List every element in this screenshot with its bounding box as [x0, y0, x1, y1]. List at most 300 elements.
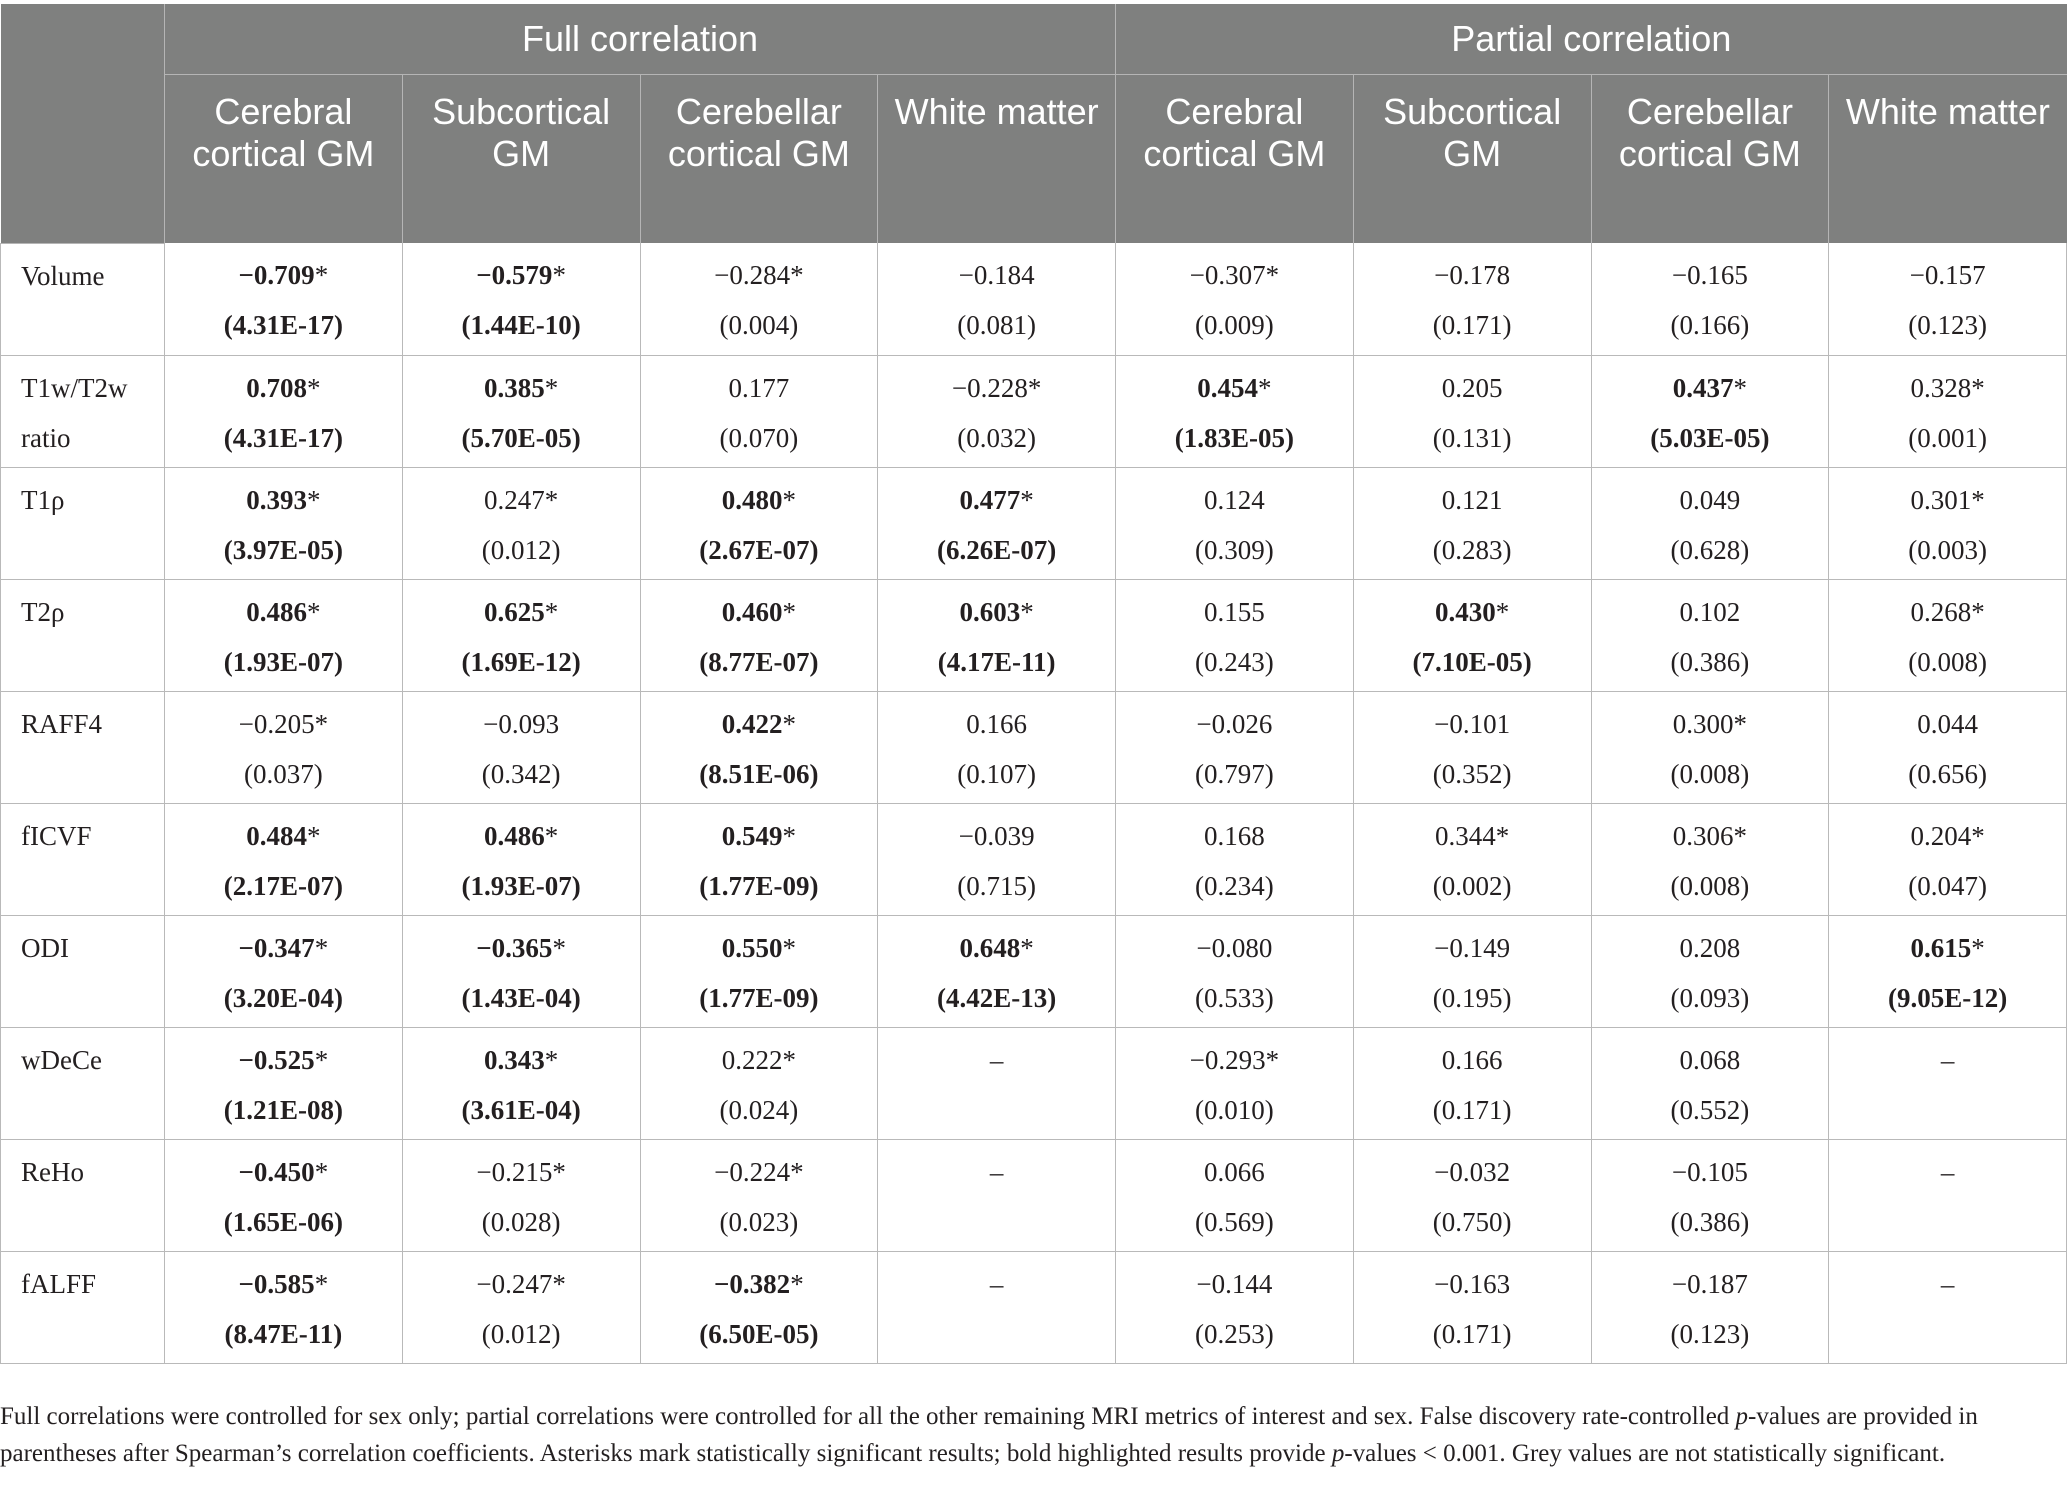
table-cell	[1829, 355, 2067, 467]
p-value: (0.123)	[1670, 1318, 1750, 1349]
p-value: (3.61E-04)	[461, 1094, 581, 1125]
p-value: (0.342)	[481, 758, 561, 789]
coefficient-value: –	[1940, 1268, 1955, 1299]
column-header: White matter	[878, 75, 1116, 244]
coefficient-value: 0.102	[1679, 596, 1741, 627]
table-cell	[1829, 1139, 2067, 1251]
p-value: (0.093)	[1670, 982, 1750, 1013]
coefficient-number: −0.709	[238, 260, 315, 290]
table-cell	[1591, 1027, 1829, 1139]
p-value: (0.195)	[1432, 982, 1512, 1013]
coefficient-value: –	[1940, 1044, 1955, 1075]
coefficient-value: –	[989, 1156, 1004, 1187]
table-cell	[165, 1027, 403, 1139]
row-label	[1, 355, 165, 467]
table-cell	[1591, 579, 1829, 691]
p-value: (1.65E-06)	[223, 1206, 343, 1237]
coefficient-value: −0.184	[958, 260, 1035, 290]
coefficient-number: 0.393	[246, 484, 307, 515]
p-value: (2.67E-07)	[699, 534, 819, 565]
table-row	[1, 243, 2067, 355]
table-row	[1, 1251, 2067, 1363]
coefficient-number: −0.347	[238, 932, 315, 963]
coefficient-value: 0.205	[1441, 372, 1503, 403]
p-value: (0.008)	[1908, 646, 1988, 677]
table-cell	[878, 579, 1116, 691]
table-cell	[878, 467, 1116, 579]
coefficient-value: −0.163	[1434, 1268, 1511, 1299]
table-cell	[1829, 1027, 2067, 1139]
coefficient-value: 0.615*	[1910, 932, 1985, 963]
coefficient-value: 0.177	[728, 372, 790, 403]
p-value: (7.10E-05)	[1412, 646, 1532, 677]
table-row	[1, 803, 2067, 915]
coefficient-value: 0.124	[1204, 484, 1265, 515]
p-value: (0.131)	[1432, 422, 1512, 453]
coefficient-value: −0.247*	[476, 1268, 566, 1299]
p-value: (0.032)	[957, 422, 1036, 453]
table-cell	[165, 579, 403, 691]
coefficient-number: −0.525	[238, 1044, 315, 1075]
table-cell	[640, 579, 878, 691]
table-cell	[165, 803, 403, 915]
coefficient-value: 0.344*	[1435, 820, 1510, 851]
correlation-table-container	[0, 4, 2068, 1364]
table-cell	[878, 1027, 1116, 1139]
coefficient-value: 0.430*	[1435, 596, 1510, 627]
coefficient-value: 0.166	[1441, 1044, 1503, 1075]
p-value: (0.569)	[1195, 1206, 1274, 1237]
p-value: (0.750)	[1432, 1206, 1512, 1237]
row-label	[1, 467, 165, 579]
coefficient-value: 0.460*	[721, 596, 796, 627]
coefficient-number: 0.486	[246, 596, 307, 627]
p-value: (0.243)	[1195, 646, 1274, 677]
p-value: (0.386)	[1670, 1206, 1750, 1237]
coefficient-number: 0.460	[721, 596, 783, 627]
p-value: (0.283)	[1432, 534, 1512, 565]
column-header: Subcortical GM	[402, 75, 640, 244]
coefficient-number: 0.615	[1910, 932, 1972, 963]
coefficient-number: 0.437	[1672, 372, 1734, 403]
table-cell	[1116, 691, 1354, 803]
column-header: Cerebral cortical GM	[1116, 75, 1354, 244]
coefficient-value: −0.101	[1434, 708, 1511, 739]
table-row	[1, 915, 2067, 1027]
table-cell	[878, 691, 1116, 803]
coefficient-number: 0.385	[484, 372, 545, 403]
coefficient-value: 0.155	[1204, 596, 1265, 627]
coefficient-value: −0.293*	[1189, 1044, 1280, 1075]
table-cell	[402, 1139, 640, 1251]
p-value: (4.31E-17)	[223, 422, 343, 453]
coefficient-number: 0.708	[246, 372, 307, 403]
p-value: (0.009)	[1195, 310, 1274, 340]
p-value: (4.42E-13)	[937, 982, 1057, 1013]
table-cell	[1353, 803, 1591, 915]
table-cell	[1116, 1139, 1354, 1251]
coefficient-value: −0.144	[1196, 1268, 1273, 1299]
coefficient-value: −0.093	[483, 708, 560, 739]
p-value: (0.309)	[1195, 534, 1274, 565]
row-label	[1, 1139, 165, 1251]
coefficient-number: 0.484	[246, 820, 307, 851]
coefficient-value: −0.585*	[238, 1268, 329, 1299]
coefficient-value: 0.603*	[959, 596, 1034, 627]
p-value: (0.715)	[957, 870, 1036, 901]
coefficient-value: −0.709*	[238, 260, 329, 290]
p-value: (0.012)	[481, 1318, 561, 1349]
coefficient-value: −0.205*	[238, 708, 329, 739]
table-cell	[165, 915, 403, 1027]
footnote-text: Full correlations were controlled for sex only; partial correlations were controlled for all the other remaining MRI metrics of interest and sex. False discovery rate-controlled	[0, 1403, 1736, 1430]
column-header: Cerebral cortical GM	[165, 75, 403, 244]
footnote-p-italic: p	[1735, 1403, 1749, 1430]
p-value: (0.797)	[1195, 758, 1274, 789]
table-cell	[1353, 355, 1591, 467]
coefficient-value: −0.157	[1909, 260, 1986, 290]
p-value: (0.171)	[1432, 1094, 1512, 1125]
p-value: (8.47E-11)	[224, 1318, 343, 1349]
table-cell	[1116, 243, 1354, 355]
coefficient-value: −0.105	[1671, 1156, 1748, 1187]
p-value: (0.010)	[1195, 1094, 1274, 1125]
coefficient-value: 0.625*	[484, 596, 559, 627]
coefficient-value: 0.708*	[246, 372, 321, 403]
coefficient-value: −0.307*	[1189, 260, 1280, 290]
table-body	[1, 243, 2067, 1363]
coefficient-value: −0.080	[1196, 932, 1273, 963]
coefficient-value: –	[1940, 1156, 1955, 1187]
table-cell	[640, 243, 878, 355]
p-value: (8.77E-07)	[699, 646, 819, 677]
table-cell	[1591, 915, 1829, 1027]
coefficient-value: 0.477*	[959, 484, 1034, 515]
row-label	[1, 915, 165, 1027]
table-cell	[640, 355, 878, 467]
table-cell	[165, 691, 403, 803]
p-value: (1.93E-07)	[461, 870, 581, 901]
column-header: Subcortical GM	[1353, 75, 1591, 244]
table-cell	[640, 1251, 878, 1363]
coefficient-value: 0.648*	[959, 932, 1034, 963]
coefficient-number: −0.382	[714, 1268, 791, 1299]
table-cell	[1591, 1139, 1829, 1251]
p-value: (1.69E-12)	[461, 646, 581, 677]
table-cell	[878, 803, 1116, 915]
table-cell	[1591, 355, 1829, 467]
coefficient-value: 0.328*	[1910, 372, 1985, 403]
table-row	[1, 467, 2067, 579]
row-label	[1, 1027, 165, 1139]
coefficient-value: 0.549*	[721, 820, 796, 851]
p-value: (0.028)	[481, 1206, 561, 1237]
coefficient-value: 0.168	[1204, 820, 1265, 851]
coefficient-number: 0.343	[484, 1044, 545, 1075]
coefficient-value: −0.032	[1434, 1156, 1511, 1187]
table-cell	[878, 1251, 1116, 1363]
group-header-full: Full correlation	[165, 4, 1116, 75]
table-row	[1, 1027, 2067, 1139]
p-value: (0.171)	[1432, 310, 1512, 340]
table-cell	[1591, 691, 1829, 803]
coefficient-number: 0.480	[721, 484, 783, 515]
p-value: (4.31E-17)	[223, 310, 343, 340]
coefficient-number: −0.579	[476, 260, 553, 290]
coefficient-number: 0.486	[484, 820, 545, 851]
table-row	[1, 1139, 2067, 1251]
p-value: (0.552)	[1670, 1094, 1750, 1125]
coefficient-number: 0.454	[1197, 372, 1259, 403]
row-label	[1, 691, 165, 803]
table-cell	[402, 915, 640, 1027]
table-row	[1, 579, 2067, 691]
table-cell	[165, 243, 403, 355]
coefficient-number: 0.477	[959, 484, 1021, 515]
table-cell	[1829, 579, 2067, 691]
table-cell	[1353, 1251, 1591, 1363]
p-value: (0.070)	[719, 422, 799, 453]
p-value: (0.008)	[1670, 870, 1750, 901]
table-cell	[165, 1251, 403, 1363]
table-cell	[1829, 691, 2067, 803]
p-value: (0.352)	[1432, 758, 1512, 789]
p-value: (3.20E-04)	[223, 982, 343, 1013]
coefficient-value: −0.039	[958, 820, 1035, 851]
row-label	[1, 243, 165, 355]
coefficient-value: −0.178	[1434, 260, 1511, 290]
coefficient-number: 0.603	[959, 596, 1021, 627]
p-value: (6.50E-05)	[699, 1318, 819, 1349]
p-value: (0.081)	[957, 310, 1036, 340]
coefficient-value: 0.044	[1917, 708, 1979, 739]
p-value: (1.77E-09)	[699, 870, 819, 901]
coefficient-value: 0.486*	[484, 820, 559, 851]
row-label-text: T2ρ	[21, 596, 65, 627]
p-value: (0.107)	[957, 758, 1036, 789]
group-header-partial: Partial correlation	[1116, 4, 2067, 75]
p-value: (0.037)	[244, 758, 323, 789]
coefficient-value: −0.187	[1671, 1268, 1748, 1299]
coefficient-value: 0.268*	[1910, 596, 1985, 627]
coefficient-value: 0.049	[1679, 484, 1741, 515]
table-cell	[165, 355, 403, 467]
table-cell	[640, 915, 878, 1027]
p-value: (1.43E-04)	[461, 982, 581, 1013]
coefficient-number: −0.585	[238, 1268, 315, 1299]
coefficient-value: 0.208	[1679, 932, 1741, 963]
coefficient-value: 0.484*	[246, 820, 321, 851]
p-value: (1.21E-08)	[223, 1094, 343, 1125]
table-cell	[1116, 1027, 1354, 1139]
row-label	[1, 579, 165, 691]
p-value: (0.166)	[1670, 310, 1750, 340]
table-cell	[1116, 1251, 1354, 1363]
p-value: (0.024)	[719, 1094, 799, 1125]
table-cell	[1591, 1251, 1829, 1363]
p-value: (4.17E-11)	[937, 646, 1056, 677]
table-cell	[1353, 691, 1591, 803]
row-label-text: T1ρ	[21, 484, 65, 515]
coefficient-value: −0.215*	[476, 1156, 566, 1187]
coefficient-value: 0.480*	[721, 484, 796, 515]
row-label	[1, 1251, 165, 1363]
coefficient-value: 0.422*	[721, 708, 796, 739]
coefficient-number: −0.450	[238, 1156, 315, 1187]
table-cell	[878, 355, 1116, 467]
table-cell	[402, 579, 640, 691]
table-row	[1, 355, 2067, 467]
p-value: (0.047)	[1908, 870, 1988, 901]
coefficient-value: 0.306*	[1672, 820, 1748, 851]
p-value: (0.533)	[1195, 982, 1274, 1013]
row-label	[1, 803, 165, 915]
table-cell	[1829, 243, 2067, 355]
p-value: (0.003)	[1908, 534, 1988, 565]
p-value: (1.83E-05)	[1174, 422, 1295, 453]
p-value: (9.05E-12)	[1888, 982, 2008, 1013]
coefficient-number: −0.365	[476, 932, 553, 963]
coefficient-value: 0.486*	[246, 596, 321, 627]
p-value: (0.004)	[719, 310, 799, 340]
column-header: White matter	[1829, 75, 2067, 244]
coefficient-value: 0.222*	[721, 1044, 796, 1075]
table-cell	[1829, 915, 2067, 1027]
coefficient-value: 0.454*	[1197, 372, 1272, 403]
table-cell	[1591, 243, 1829, 355]
coefficient-number: 0.422	[721, 708, 783, 739]
table-cell	[402, 243, 640, 355]
table-cell	[640, 803, 878, 915]
table-cell	[402, 691, 640, 803]
coefficient-value: 0.385*	[484, 372, 559, 403]
coefficient-value: 0.550*	[721, 932, 796, 963]
coefficient-value: −0.450*	[238, 1156, 329, 1187]
p-value: (3.97E-05)	[223, 534, 343, 565]
coefficient-value: −0.224*	[714, 1156, 804, 1187]
coefficient-value: −0.365*	[476, 932, 566, 963]
p-value: (1.77E-09)	[699, 982, 819, 1013]
table-cell	[1353, 467, 1591, 579]
table-cell	[640, 1139, 878, 1251]
column-header: Cerebellar cortical GM	[1591, 75, 1829, 244]
table-cell	[402, 1027, 640, 1139]
coefficient-value: −0.149	[1434, 932, 1511, 963]
row-label-text: RAFF4	[21, 708, 103, 739]
coefficient-number: 0.549	[721, 820, 783, 851]
coefficient-value: 0.247*	[484, 484, 559, 515]
footnote-p-italic: p	[1331, 1440, 1345, 1467]
coefficient-number: 0.648	[959, 932, 1021, 963]
table-cell	[1116, 467, 1354, 579]
p-value: (0.171)	[1432, 1318, 1512, 1349]
coefficient-value: −0.347*	[238, 932, 329, 963]
table-cell	[165, 467, 403, 579]
p-value: (0.386)	[1670, 646, 1750, 677]
table-cell	[402, 355, 640, 467]
row-label-text: ODI	[21, 932, 69, 963]
p-value: (5.70E-05)	[461, 422, 581, 453]
coefficient-value: 0.068	[1679, 1044, 1741, 1075]
coefficient-number: 0.550	[721, 932, 783, 963]
coefficient-value: 0.343*	[484, 1044, 559, 1075]
table-cell	[1829, 467, 2067, 579]
coefficient-value: –	[989, 1268, 1004, 1299]
p-value: (0.008)	[1670, 758, 1750, 789]
correlation-table	[0, 4, 2067, 1364]
table-cell	[640, 467, 878, 579]
p-value: (0.253)	[1195, 1318, 1274, 1349]
coefficient-value: −0.382*	[714, 1268, 804, 1299]
coefficient-value: 0.300*	[1672, 708, 1748, 739]
coefficient-value: –	[989, 1044, 1004, 1075]
coefficient-value: 0.066	[1204, 1156, 1265, 1187]
row-label-text: fICVF	[21, 820, 92, 851]
coefficient-value: −0.228*	[951, 372, 1042, 403]
table-cell	[878, 915, 1116, 1027]
row-label-text: T1w/T2w ratio	[21, 372, 128, 453]
table-cell	[1116, 355, 1354, 467]
coefficient-value: 0.393*	[246, 484, 321, 515]
p-value: (0.012)	[481, 534, 561, 565]
p-value: (0.023)	[719, 1206, 799, 1237]
column-header: Cerebellar cortical GM	[640, 75, 878, 244]
p-value: (0.656)	[1908, 758, 1988, 789]
header-corner	[1, 4, 165, 243]
p-value: (0.628)	[1670, 534, 1750, 565]
coefficient-value: 0.166	[966, 708, 1028, 739]
table-cell	[1591, 803, 1829, 915]
p-value: (0.234)	[1195, 870, 1274, 901]
table-footnote	[0, 1398, 2040, 1472]
coefficient-number: 0.625	[484, 596, 545, 627]
p-value: (1.93E-07)	[223, 646, 343, 677]
table-row	[1, 691, 2067, 803]
table-cell	[402, 1251, 640, 1363]
table-cell	[640, 1027, 878, 1139]
table-cell	[165, 1139, 403, 1251]
coefficient-value: −0.579*	[476, 260, 566, 290]
table-cell	[1353, 579, 1591, 691]
table-cell	[878, 243, 1116, 355]
table-cell	[1116, 579, 1354, 691]
row-label-text: wDeCe	[21, 1044, 102, 1075]
coefficient-value: 0.301*	[1910, 484, 1985, 515]
p-value: (2.17E-07)	[223, 870, 343, 901]
table-cell	[1353, 915, 1591, 1027]
coefficient-value: −0.165	[1671, 260, 1748, 290]
footnote-text: -values < 0.001. Grey values are not statistically significant.	[1344, 1440, 1946, 1467]
row-label-text: Volume	[21, 260, 105, 291]
p-value: (8.51E-06)	[699, 758, 819, 789]
table-cell	[878, 1139, 1116, 1251]
p-value: (1.44E-10)	[461, 310, 581, 340]
table-cell	[1353, 243, 1591, 355]
table-cell	[402, 803, 640, 915]
table-cell	[1116, 915, 1354, 1027]
table-cell	[1353, 1027, 1591, 1139]
row-label-text: ReHo	[21, 1156, 84, 1187]
p-value: (6.26E-07)	[937, 534, 1057, 565]
table-header	[1, 4, 2067, 243]
table-cell	[1591, 467, 1829, 579]
p-value: (0.002)	[1432, 870, 1512, 901]
table-cell	[1353, 1139, 1591, 1251]
coefficient-value: −0.284*	[714, 260, 804, 290]
footnote-text: -values are provided in parentheses after Spearman’s correlation coefficients. Asterisks mark statistically significant results; bold highlighted results provide	[0, 1403, 1978, 1467]
table-cell	[402, 467, 640, 579]
p-value: (0.123)	[1908, 310, 1988, 340]
